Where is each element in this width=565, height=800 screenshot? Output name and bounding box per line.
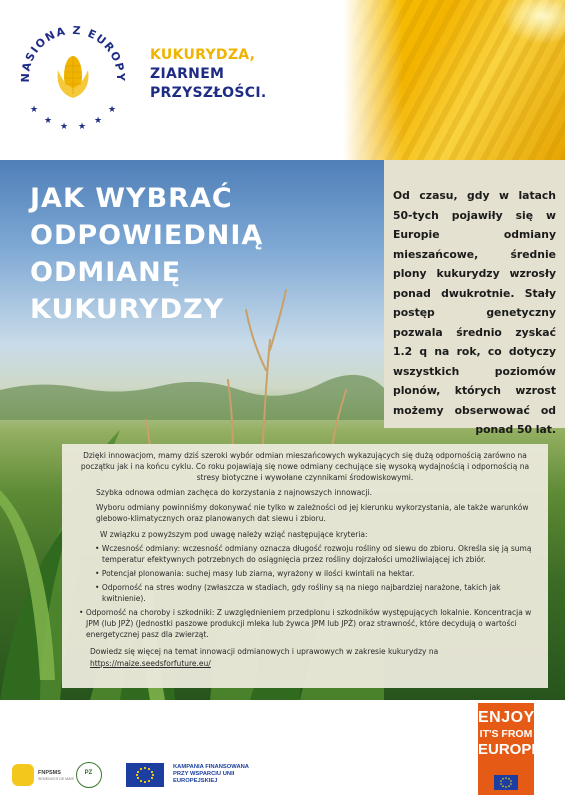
maize-website-link[interactable]: https://maize.seedsforfuture.eu/: [90, 658, 211, 668]
campaign-note: [173, 764, 283, 786]
svg-text:★: ★: [29, 105, 39, 115]
svg-text:★: ★: [59, 122, 69, 132]
footer: [0, 748, 470, 800]
svg-text:★: ★: [43, 116, 53, 126]
hero-title-line-1: JAK WYBRAĆ: [30, 183, 233, 214]
hero-title: [30, 180, 330, 328]
fnpsms-label: FNPSMS: [38, 770, 61, 776]
criterion-item: [72, 582, 538, 604]
hero-title-line-4: KUKURYDZY: [30, 294, 225, 325]
nasiona-z-europy-logo: [12, 14, 134, 136]
svg-text:★: ★: [77, 122, 87, 132]
criterion-item: [72, 543, 538, 565]
bullet-icon: •: [95, 543, 100, 553]
body-paragraph-3: Wyboru odmiany powinniśmy dokonywać nie tylko w zależności od jej kierunku wykorzystania, ale także warunków glebowo-klimatycznych oraz planowanych dat siewu i zbioru.: [96, 503, 529, 524]
badge-line-2: IT'S FROM: [479, 728, 533, 740]
body-text: [72, 450, 538, 673]
more-info-text: Dowiedz się więcej na temat innowacji odmianowych i uprawowych w zakresie kukurydzy na: [90, 647, 439, 657]
corn-cob-photo: [343, 0, 565, 160]
enjoy-its-from-europe-badge: [478, 703, 542, 795]
body-paragraph-2: Szybka odnowa odmian zachęca do korzystania z najnowszych innowacji.: [96, 488, 372, 498]
eu-flag-icon: [494, 775, 518, 790]
criterion-text: Wczesność odmiany: wczesność odmiany oznacza długość rozwoju rośliny od siewu do zbioru. Określa się ją sumą temperatur efektywnych potrzebnych do osiągnięcia przez rośliny dojrzałości umożliwiającej ich zbiór.: [101, 543, 532, 564]
criterion-item: [72, 568, 538, 579]
eu-stars-icon: [30, 105, 116, 132]
bullet-icon: •: [79, 608, 84, 618]
criterion-item: [72, 607, 538, 640]
tagline-line-1: KUKURYDZA,: [150, 47, 256, 63]
criterion-text: Odporność na stres wodny (zwłaszcza w stadiach, gdy rośliny są na niego najbardziej narażone, takich jak kwitnienie).: [101, 582, 501, 604]
pzpk-logo-label: PZ: [84, 770, 93, 776]
hero-title-line-3: ODMIANĘ: [30, 257, 182, 288]
fnpsms-logo-icon: [12, 764, 34, 786]
criterion-text: Odporność na choroby i szkodniki: Z uwzględnieniem przedplonu i szkodników występujących lokalnie. Koncentracja w JPM (lub JPŻ) (Jednostki paszowe produkcji mleka lub żywca JPM lub JPŻ) oraz strawność, które decydują o wartości energetycznej pasz dla zwierząt.: [85, 608, 532, 640]
bullet-icon: •: [95, 582, 100, 592]
svg-text:★: ★: [93, 116, 103, 126]
badge-line-1: ENJOY: [478, 709, 535, 726]
campaign-line-2: PRZY WSPARCIU UNII: [173, 771, 235, 778]
tagline-line-2: ZIARNEM: [150, 66, 225, 82]
header: [0, 0, 565, 160]
campaign-line-3: EUROPEJSKIEJ: [173, 778, 218, 785]
fnpsms-sublabel: SEMENCES DE MAÏS: [38, 777, 74, 781]
badge-line-3: EUROPE: [478, 741, 542, 758]
intro-text: Od czasu, gdy w latach 50-tych pojawiły się w Europie odmiany mieszańcowe, średnie plony kukurydzy wzrosły ponad dwukrotnie. Stały postęp genetyczny pozwala średnio zyskać 1.2 q na rok, co dotyczy wszystkich poziomów plonów, których wzrost możemy obserwować od ponad 50 lat.: [393, 189, 556, 436]
tagline-line-3: PRZYSZŁOŚCI.: [150, 85, 267, 101]
body-paragraph-1: Dzięki innowacjom, mamy dziś szeroki wybór odmian mieszańcowych wykazujących się dużą odpornością zarówno na początku jak i na końcu cyklu. Co roku pojawiają się nowe odmiany cechujące się wysoką wydajnością i odpornością na stresy biotyczne i wywołane czynnikami środowiskowymi.: [80, 451, 530, 483]
bullet-icon: •: [95, 568, 100, 578]
svg-text:★: ★: [107, 105, 117, 115]
hero-title-line-2: ODPOWIEDNIĄ: [30, 220, 264, 251]
criterion-text: Potencjał plonowania: suchej masy lub ziarna, wyrażony w ilości kwintali na hektar.: [101, 568, 415, 578]
logo-arc-text: NASIONA Z EUROPY: [18, 23, 128, 83]
eu-flag-icon: [126, 763, 164, 787]
campaign-line-1: KAMPANIA FINANSOWANA: [173, 764, 249, 770]
more-info: [72, 646, 538, 668]
corn-icon: [58, 56, 89, 98]
tagline: [150, 46, 266, 103]
body-box: [62, 444, 548, 688]
intro-box: [384, 160, 565, 436]
criteria-intro: W związku z powyższym pod uwagę należy wziąć następujące kryteria:: [100, 529, 368, 539]
